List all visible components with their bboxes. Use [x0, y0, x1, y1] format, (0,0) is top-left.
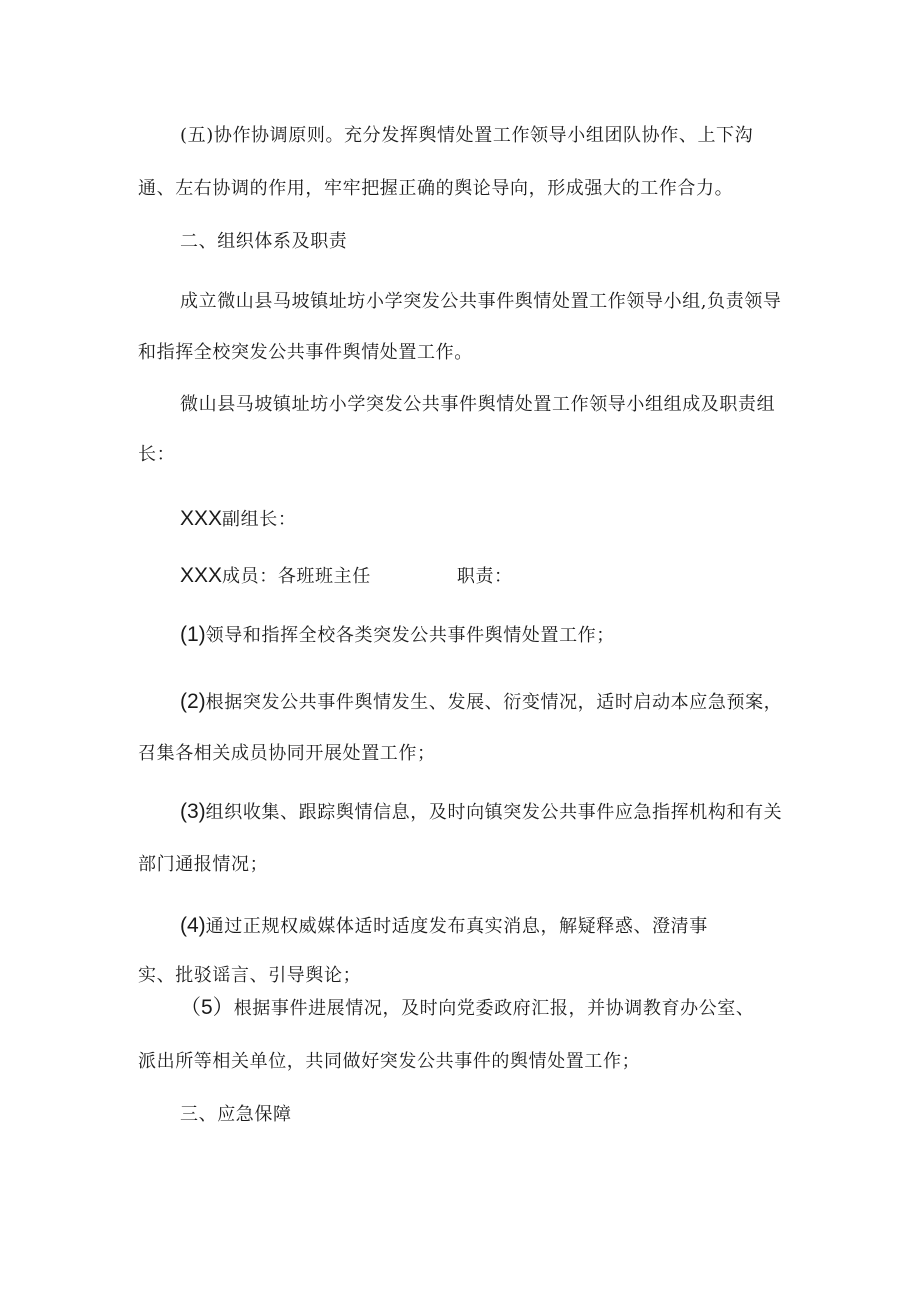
- principle5-line2: 通、左右协调的作用，牢牢把握正确的舆论导向，形成强大的工作合力。: [138, 178, 734, 199]
- duty-number: (4): [180, 914, 206, 937]
- duty-text: 根据事件进展情况，及时向党委政府汇报，并协调教育办公室、: [233, 998, 755, 1019]
- duty-3-line1: [180, 800, 782, 825]
- duty-number: (3): [180, 800, 206, 823]
- duty-number: (2): [180, 690, 206, 713]
- vice-leader-name: XXX: [180, 507, 223, 530]
- duty-4-line1: [180, 914, 708, 939]
- duty-5-line1: [180, 996, 754, 1021]
- duty-text: 根据突发公共事件舆情发生、发展、衍变情况，适时启动本应急预案，: [205, 692, 783, 713]
- members-name: XXX: [180, 564, 223, 587]
- duty-5-line2: 派出所等相关单位，共同做好突发公共事件的舆情处置工作；: [138, 1051, 641, 1072]
- duty-3-line2: 部门通报情况；: [138, 854, 269, 875]
- duty-2-line1: [180, 690, 782, 715]
- composition-line2: 长：: [138, 444, 176, 465]
- duty-text: 通过正规权威媒体适时适度发布真实消息，解疑释惑、澄清事: [205, 916, 708, 937]
- duty-text: 领导和指挥全校各类突发公共事件舆情处置工作；: [205, 625, 615, 646]
- composition-line1: 微山县马坡镇址坊小学突发公共事件舆情处置工作领导小组组成及职责组: [180, 394, 776, 415]
- duty-1: [180, 623, 615, 648]
- duty-number: （5）: [180, 996, 234, 1019]
- duties-label: 职责：: [456, 566, 513, 587]
- establish-line1: 成立微山县马坡镇址坊小学突发公共事件舆情处置工作领导小组,负责领导: [180, 291, 782, 312]
- members-label: 成员：各班班主任: [222, 566, 371, 587]
- vice-leader-label: 副组长：: [222, 509, 297, 530]
- duty-text: 组织收集、跟踪舆情信息，及时向镇突发公共事件应急指挥机构和有关: [205, 802, 783, 823]
- duty-number: (1): [180, 623, 206, 646]
- principle5-line1: (五)协作协调原则。充分发挥舆情处置工作领导小组团队协作、上下沟: [180, 125, 754, 146]
- section2-heading: 二、组织体系及职责: [180, 231, 348, 252]
- section3-heading: 三、应急保障: [180, 1104, 292, 1125]
- vice-leader-line: [180, 507, 296, 532]
- members-line: [180, 564, 513, 589]
- duty-2-line2: 召集各相关成员协同开展处置工作；: [138, 743, 436, 764]
- duty-4-line2: 实、批驳谣言、引导舆论；: [138, 965, 362, 986]
- establish-line2: 和指挥全校突发公共事件舆情处置工作。: [138, 342, 473, 363]
